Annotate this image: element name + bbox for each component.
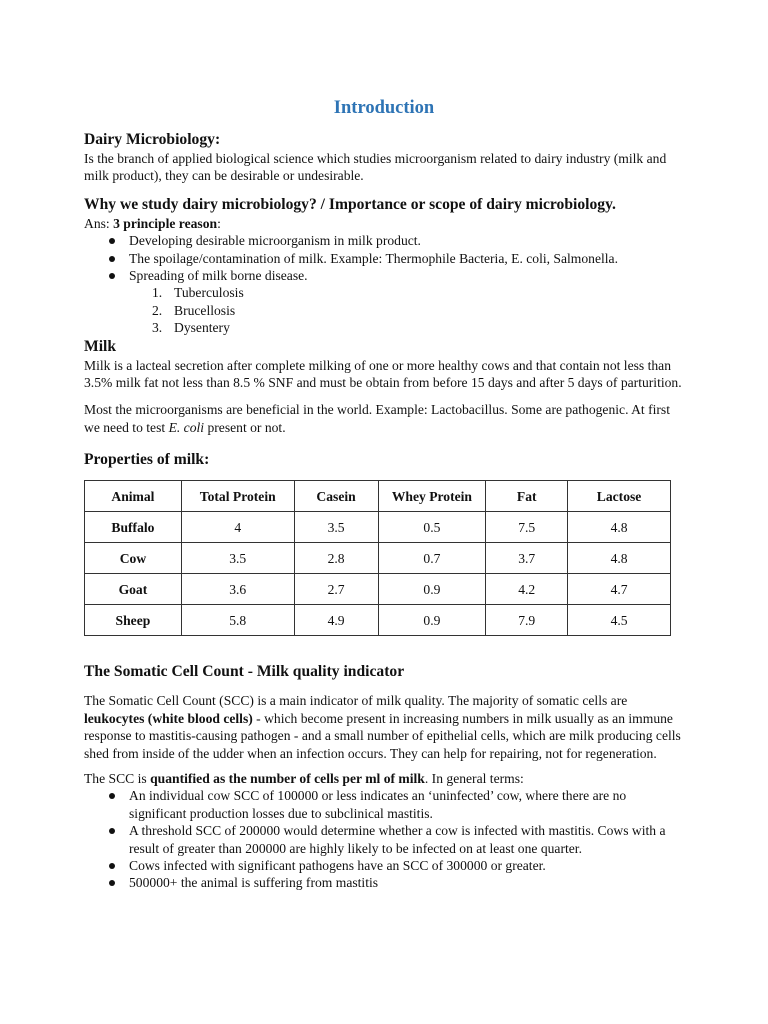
table-cell: Buffalo xyxy=(85,512,182,543)
list-item: 3. Dysentery xyxy=(152,320,230,336)
table-cell: 4 xyxy=(181,512,294,543)
table-cell: 3.5 xyxy=(181,543,294,574)
column-header: Animal xyxy=(85,481,182,512)
scc-list xyxy=(84,787,684,891)
dairy-microbiology-definition: Is the branch of applied biological science which studies microorganism related to dairy industry (milk and milk product), they can be desirable or undesirable. xyxy=(84,151,667,184)
milk-microorganisms-paragraph: Most the microorganisms are beneficial in the world. Example: Lactobacillus. Some are pathogenic. At first we need to test E. coli present or not. xyxy=(84,402,671,435)
table-row xyxy=(85,543,671,574)
table-cell: 4.2 xyxy=(486,574,568,605)
table-cell: 5.8 xyxy=(181,605,294,636)
table-cell: 3.6 xyxy=(181,574,294,605)
table-cell: 4.7 xyxy=(568,574,671,605)
table-header-row xyxy=(85,481,671,512)
list-item: 2. Brucellosis xyxy=(152,302,236,318)
diseases-list xyxy=(84,284,684,336)
table-cell: 2.8 xyxy=(294,543,378,574)
table-cell: Cow xyxy=(85,543,182,574)
ecoli-italic: E. coli xyxy=(168,419,205,435)
table-cell: 2.7 xyxy=(294,574,378,605)
table-row xyxy=(85,605,671,636)
answer-suffix: : xyxy=(217,215,221,231)
why-study-heading: Why we study dairy microbiology? / Importance or scope of dairy microbiology. xyxy=(84,195,616,213)
properties-heading: Properties of milk: xyxy=(84,451,210,469)
table-row xyxy=(85,512,671,543)
column-header: Fat xyxy=(486,481,568,512)
reasons-list xyxy=(84,232,684,284)
table-cell: 0.9 xyxy=(378,605,486,636)
properties-table xyxy=(84,480,671,636)
table-row xyxy=(85,574,671,605)
leukocytes-bold: leukocytes (white blood cells) xyxy=(84,710,253,726)
milk-heading: Milk xyxy=(84,337,117,355)
scc-heading: The Somatic Cell Count - Milk quality indicator xyxy=(84,663,405,681)
table-cell: 4.8 xyxy=(568,543,671,574)
list-item: 1. Tuberculosis xyxy=(152,285,244,301)
table-cell: 3.5 xyxy=(294,512,378,543)
table-cell: 0.5 xyxy=(378,512,486,543)
answer-line xyxy=(84,215,684,232)
table-cell: 4.9 xyxy=(294,605,378,636)
list-item: Spreading of milk borne disease. xyxy=(129,267,684,284)
table-cell: 0.7 xyxy=(378,543,486,574)
scc-paragraph-2: The SCC is quantified as the number of cells per ml of milk. In general terms: xyxy=(84,770,524,786)
list-item: An individual cow SCC of 100000 or less indicates an ‘uninfected’ cow, where there are no significant production losses due to subclinical mastitis. xyxy=(129,787,684,822)
list-item: Cows infected with significant pathogens have an SCC of 300000 or greater. xyxy=(129,857,684,874)
quantified-bold: quantified as the number of cells per ml of milk xyxy=(150,770,425,786)
list-item: A threshold SCC of 200000 would determine whether a cow is infected with mastitis. Cows with a result of greater than 200000 are highly likely to be infected on at least one quarter. xyxy=(129,822,684,857)
table-cell: 4.8 xyxy=(568,512,671,543)
column-header: Casein xyxy=(294,481,378,512)
table-cell: Sheep xyxy=(85,605,182,636)
column-header: Lactose xyxy=(568,481,671,512)
scc-paragraph-1: The Somatic Cell Count (SCC) is a main indicator of milk quality. The majority of somatic cells are leukocytes (white blood cells) - which become present in increasing numbers in milk usually as an immune response to mastitis-causing pathogen - and a small number of epithelial cells, which are milk producing cells shed from inside of the udder when an infection occurs. They can help for repairing, not for regeneration. xyxy=(84,693,681,761)
list-item: Developing desirable microorganism in milk product. xyxy=(129,232,684,249)
answer-bold: 3 principle reason xyxy=(113,215,218,231)
milk-definition: Milk is a lacteal secretion after complete milking of one or more healthy cows and that contain not less than 3.5% milk fat not less than 8.5 % SNF and must be obtain from before 15 days and after 5 days of parturition. xyxy=(84,357,682,391)
page-title: Introduction xyxy=(333,98,435,118)
table-cell: 4.5 xyxy=(568,605,671,636)
table-cell: 3.7 xyxy=(486,543,568,574)
list-item: 500000+ the animal is suffering from mastitis xyxy=(129,874,684,891)
table-cell: 0.9 xyxy=(378,574,486,605)
table-cell: 7.5 xyxy=(486,512,568,543)
table-cell: Goat xyxy=(85,574,182,605)
dairy-microbiology-heading: Dairy Microbiology: xyxy=(84,131,221,148)
table-cell: 7.9 xyxy=(486,605,568,636)
column-header: Whey Protein xyxy=(378,481,486,512)
column-header: Total Protein xyxy=(181,481,294,512)
answer-prefix: Ans: xyxy=(84,215,114,231)
list-item: The spoilage/contamination of milk. Example: Thermophile Bacteria, E. coli, Salmonella. xyxy=(129,250,684,267)
